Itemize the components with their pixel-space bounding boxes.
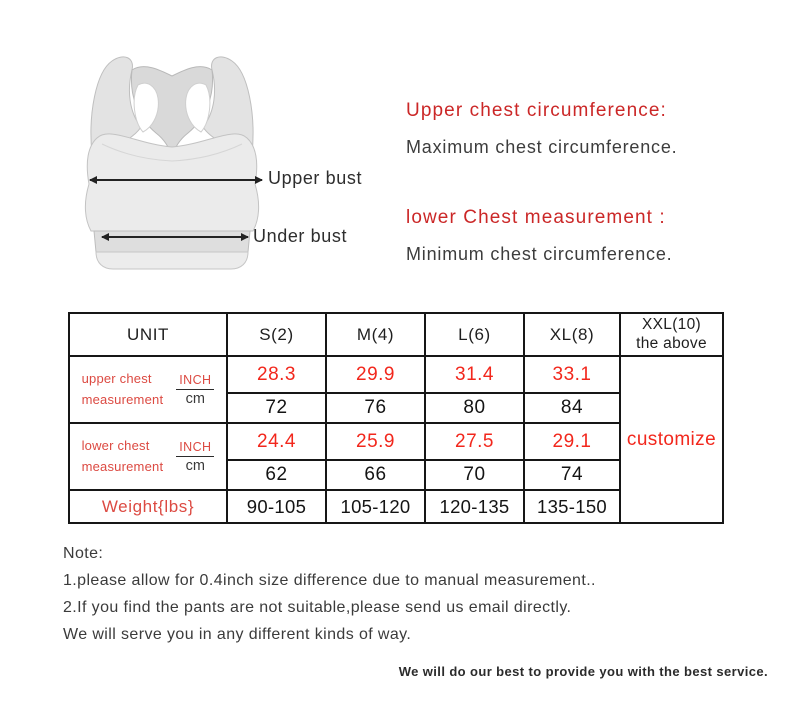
upper-inch-s: 28.3 [227, 356, 326, 393]
note-line-2: 2.If you find the pants are not suitable,please send us email directly. [63, 599, 572, 616]
lower-cm-l: 70 [425, 460, 524, 490]
header-size-l: L(6) [425, 313, 524, 356]
table-header-row [69, 313, 723, 356]
under-bust-label: Under bust [253, 226, 348, 246]
cm-unit-label: cm [185, 457, 206, 474]
upper-inch-m: 29.9 [326, 356, 425, 393]
upper-bust-arrow [90, 179, 262, 181]
upper-chest-inch-row [69, 356, 723, 393]
weight-s: 90-105 [227, 490, 326, 523]
customize-cell: customize [620, 356, 723, 523]
lower-chest-label-cell [69, 423, 227, 490]
lower-chest-label-line1: lower chest [81, 438, 150, 454]
upper-chest-label-line1: upper chest [81, 371, 152, 387]
header-size-xxl [620, 313, 723, 356]
notes-title: Note: [63, 545, 104, 562]
upper-chest-title: Upper chest circumference: [406, 100, 667, 121]
header-size-s: S(2) [227, 313, 326, 356]
header-size-xl: XL(8) [524, 313, 620, 356]
size-table [68, 312, 724, 524]
header-unit: UNIT [69, 313, 227, 356]
weight-l: 120-135 [425, 490, 524, 523]
upper-cm-xl: 84 [524, 393, 620, 423]
lower-inch-xl: 29.1 [524, 423, 620, 460]
upper-cm-m: 76 [326, 393, 425, 423]
lower-inch-l: 27.5 [425, 423, 524, 460]
weight-label-cell: Weight{lbs} [69, 490, 227, 523]
upper-inch-l: 31.4 [425, 356, 524, 393]
upper-chest-description: Maximum chest circumference. [406, 137, 678, 157]
cm-unit-label: cm [185, 390, 206, 407]
footer-service-text: We will do our best to provide you with the best service. [398, 664, 768, 679]
upper-cm-l: 80 [425, 393, 524, 423]
lower-unit-fraction [176, 440, 214, 474]
lower-inch-m: 25.9 [326, 423, 425, 460]
lower-cm-xl: 74 [524, 460, 620, 490]
upper-cm-s: 72 [227, 393, 326, 423]
lower-chest-description: Minimum chest circumference. [406, 244, 673, 264]
inch-unit-label: INCH [176, 373, 214, 390]
header-size-m: M(4) [326, 313, 425, 356]
notes-block [63, 540, 596, 648]
upper-chest-label-line2: measurement [81, 391, 164, 407]
sports-bra-illustration [82, 52, 272, 282]
lower-chest-label-line2: measurement [81, 458, 164, 474]
upper-bust-label: Upper bust [268, 168, 363, 188]
upper-inch-xl: 33.1 [524, 356, 620, 393]
lower-inch-s: 24.4 [227, 423, 326, 460]
note-line-3: We will serve you in any different kinds of way. [63, 626, 412, 643]
lower-cm-s: 62 [227, 460, 326, 490]
inch-unit-label: INCH [176, 440, 214, 457]
weight-m: 105-120 [326, 490, 425, 523]
weight-xl: 135-150 [524, 490, 620, 523]
upper-unit-fraction [176, 373, 214, 407]
note-line-1: 1.please allow for 0.4inch size difference due to manual measurement.. [63, 572, 596, 589]
header-size-xxl-line1: XXL(10) [642, 316, 701, 334]
header-size-xxl-line2: the above [636, 334, 707, 352]
lower-chest-title: lower Chest measurement : [406, 207, 666, 228]
upper-chest-label-cell [69, 356, 227, 423]
under-bust-arrow [102, 236, 248, 238]
lower-cm-m: 66 [326, 460, 425, 490]
